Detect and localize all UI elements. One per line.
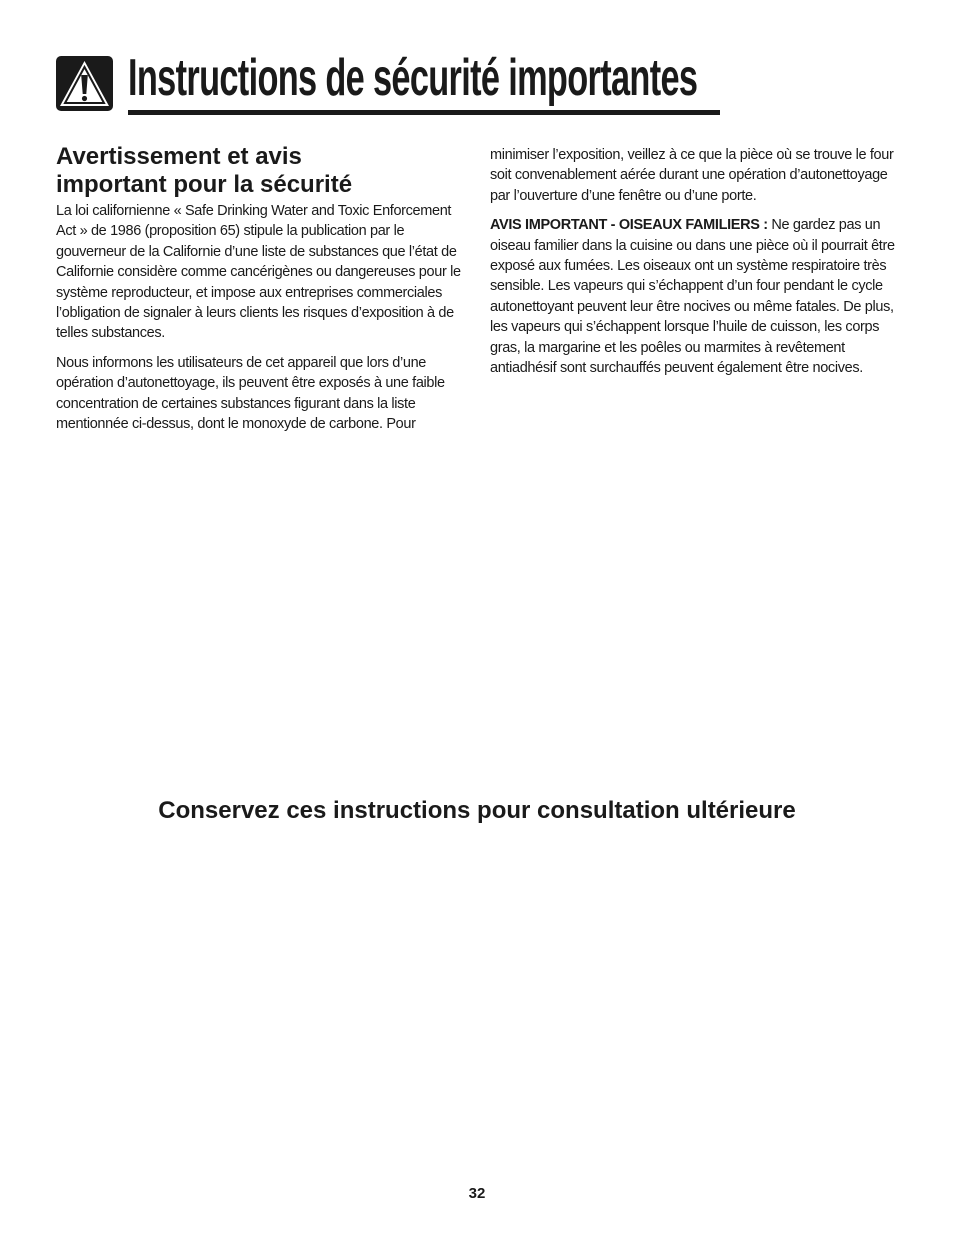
pet-birds-text: Ne gardez pas un oiseau familier dans la cuisine ou dans une pièce où il pourrait être exposé aux fumées. Les oiseaux ont un système respiratoire très sensible. Les vapeurs qui s’échappent d’un four pendant le cycle autonettoyant peuvent leur être nocives ou même fatales. De plus, les vapeurs qui s’échappent lorsque l’huile de cuisson, les corps gras, la margarine et les poêles ou marmites à revêtement antiadhésif sont surchauffés peuvent également être nocives.: [490, 217, 895, 377]
title-rule: [128, 110, 720, 115]
section-heading-line1: Avertissement et avis: [56, 143, 302, 170]
right-column: [490, 145, 895, 387]
save-instructions-notice: Conservez ces instructions pour consultation ultérieure: [158, 797, 796, 824]
section-heading-line2: important pour la sécurité: [56, 171, 353, 198]
ventilation-paragraph: minimiser l’exposition, veillez à ce que la pièce où se trouve le four soit convenablement aérée durant une opération d’autonettoyage par l’ouverture d’une fenêtre ou d’une porte.: [490, 147, 894, 204]
pet-birds-paragraph: [490, 215, 895, 378]
page-title: Instructions de sécurité importantes: [128, 49, 698, 107]
prop65-paragraph: La loi californienne « Safe Drinking Water and Toxic Enforcement Act » de 1986 (proposition 65) stipule la publication par le gouverneur de la Californie d’une liste de substances que l’état de Californie considère comme cancérigènes ou dangereuses pour le système reproducteur, et impose aux entreprises commerciales l’obligation de signaler à leurs clients les risques d’exposition à de telles substances.: [56, 203, 461, 342]
section-heading: [56, 143, 461, 199]
exposure-paragraph: Nous informons les utilisateurs de cet appareil que lors d’une opération d’autonettoyage, ils peuvent être exposés à une faible concentration de certaines substances figurant dans la liste mentionnée ci-dessus, dont le monoxyde de carbone. Pour: [56, 354, 445, 433]
page-number: 32: [468, 1185, 486, 1202]
pet-birds-lead: AVIS IMPORTANT - OISEAUX FAMILIERS :: [490, 217, 768, 234]
warning-triangle-icon: [56, 56, 113, 111]
left-column: [56, 143, 461, 443]
